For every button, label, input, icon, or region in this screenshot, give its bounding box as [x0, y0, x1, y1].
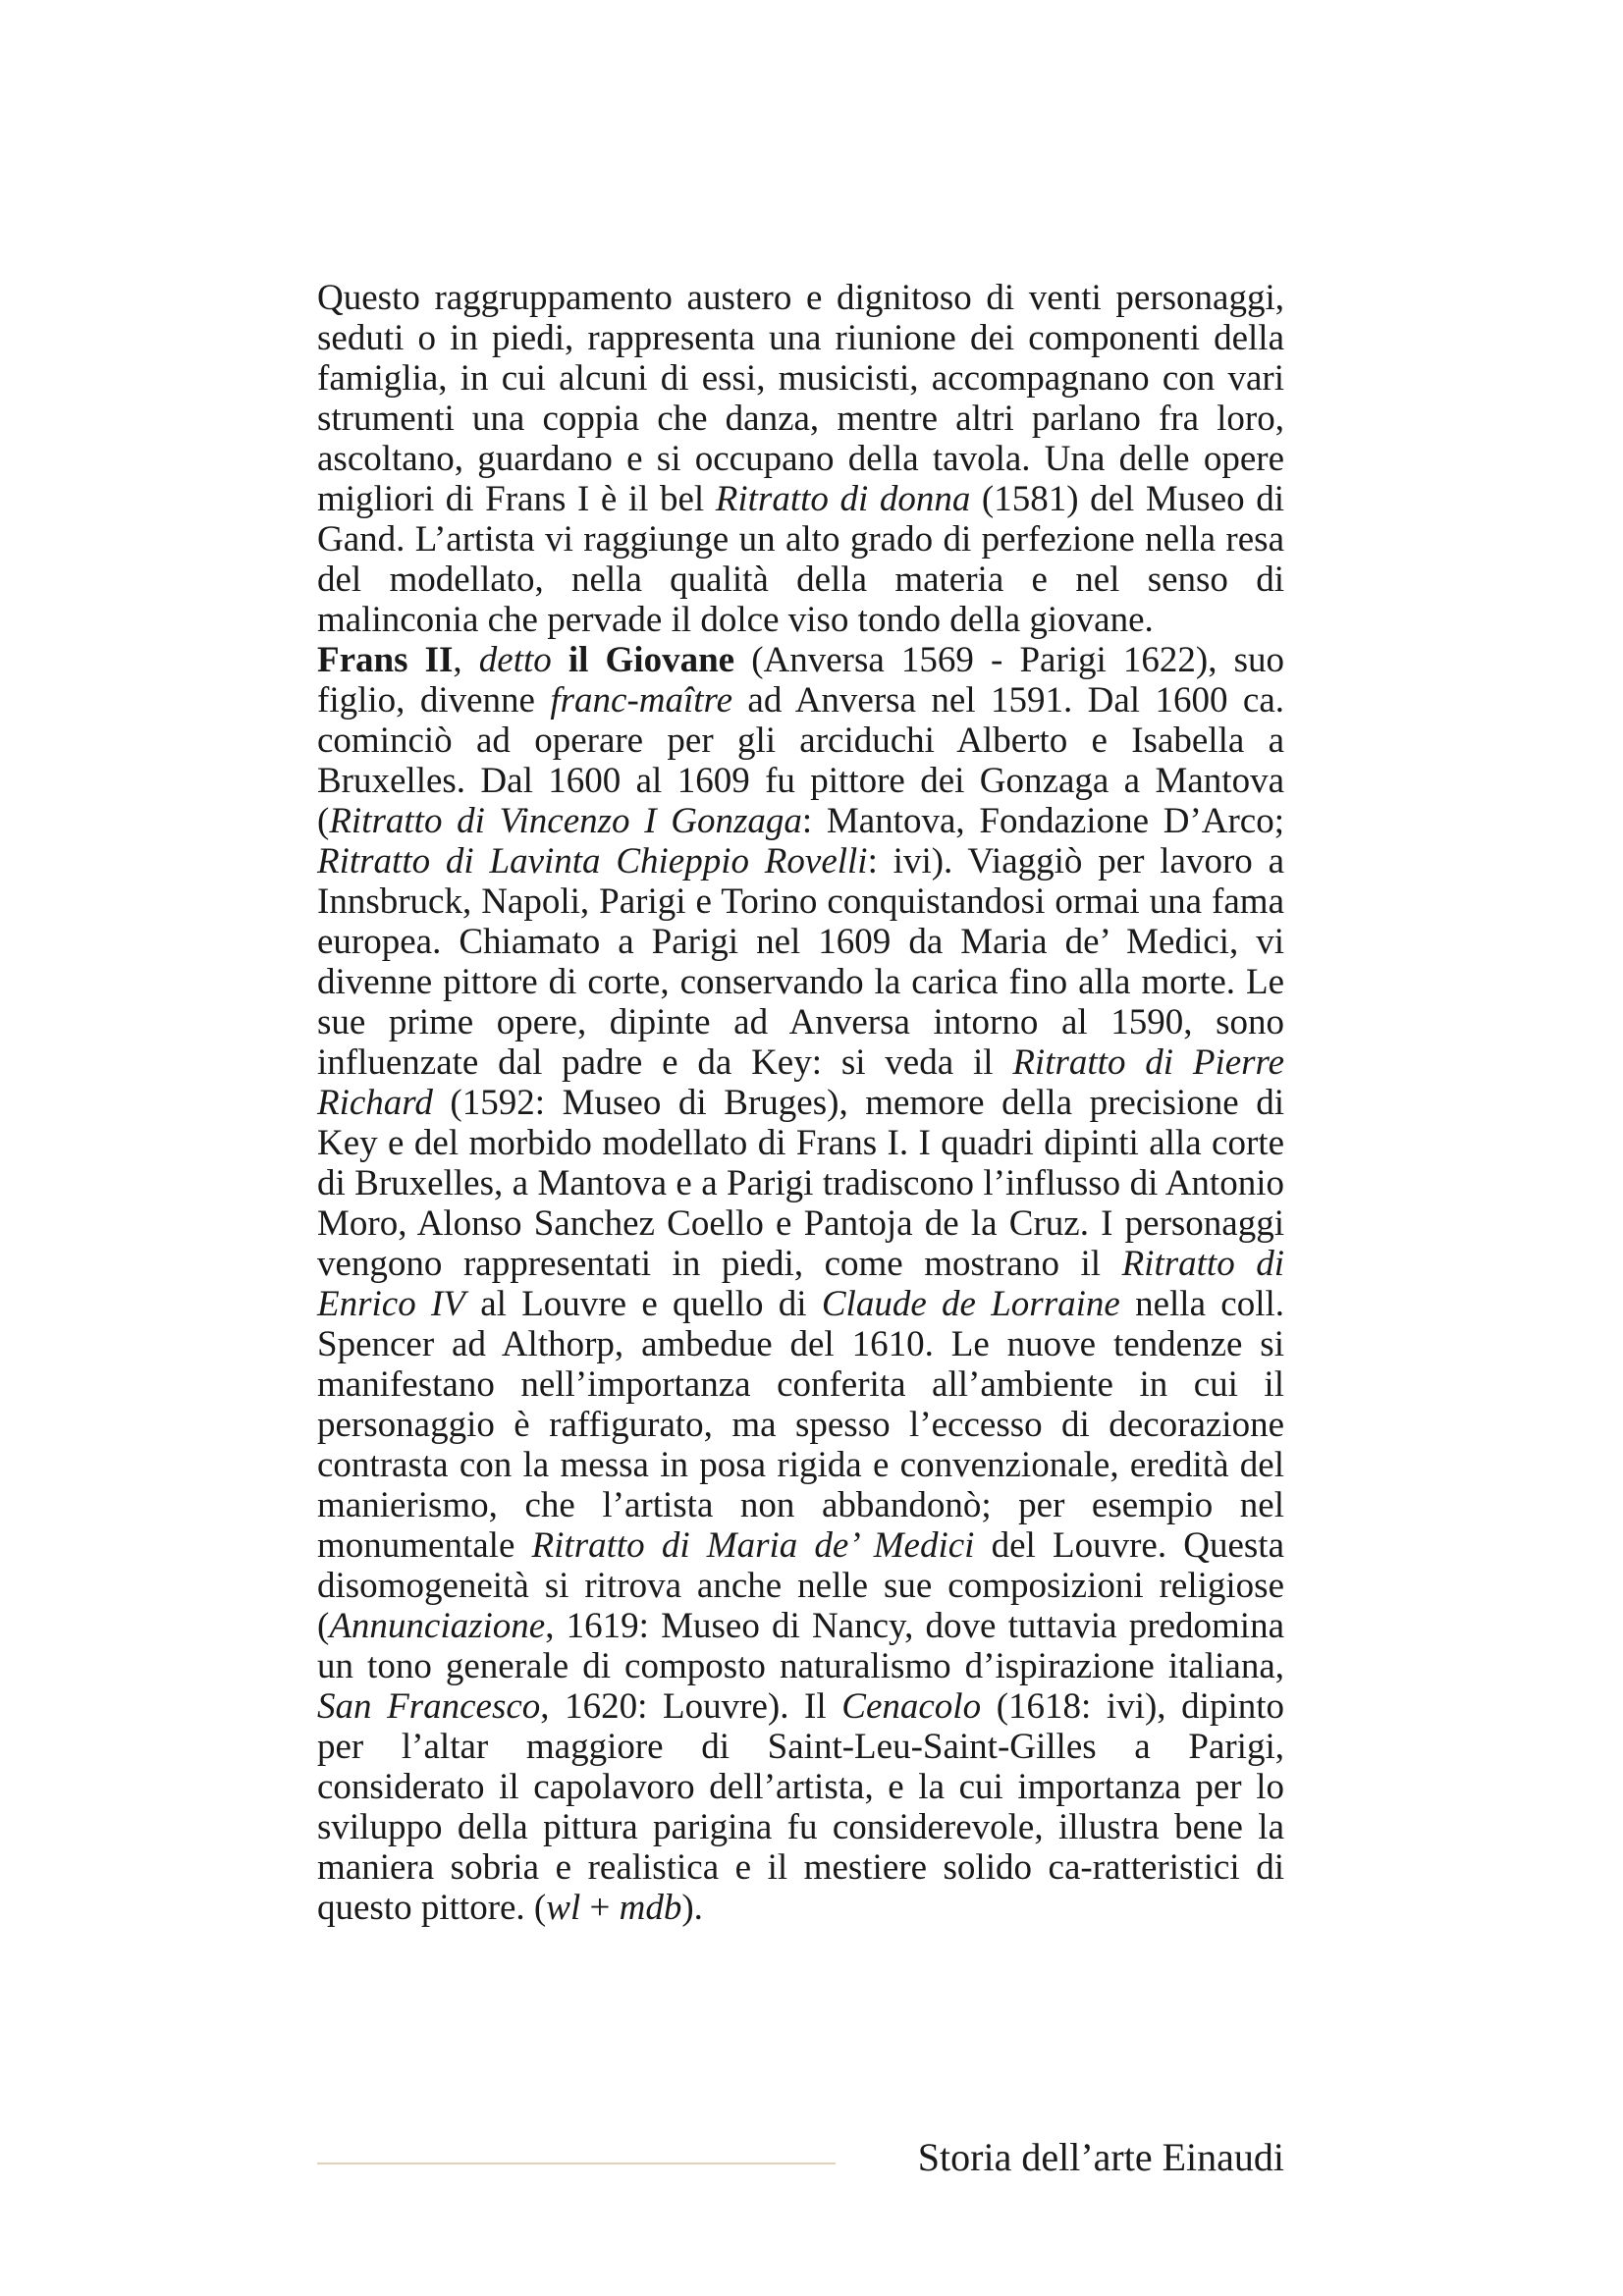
- footer-divider: [317, 2163, 836, 2164]
- artwork-title: Annunciazione: [329, 1606, 546, 1646]
- publication-title: Storia dell’arte Einaudi: [917, 2135, 1284, 2179]
- artwork-title: Ritratto di Lavinta Chieppio Rovelli: [317, 841, 868, 881]
- text-run: (1581) del Museo di Gand. L’artista vi raggiunge un alto grado di perfezione nella resa del modellato, nella qualità della materia e nel senso di malinconia che pervade il dolce viso tondo della giovane.: [317, 479, 1284, 640]
- paragraph-frans-ii: [317, 640, 1284, 1928]
- text-run: (1618: ivi), dipinto per l’altar maggiore di Saint-Leu-Saint-Gilles a Parigi, considerato il capolavoro dell’artista, e la cui importanza per lo sviluppo della pittura parigina fu considerevole, illustra bene la maniera sobria e realistica e il mestiere solido ca-ratteristici di questo pittore. (: [317, 1686, 1284, 1928]
- text-run: : ivi). Viaggiò per lavoro a Innsbruck, Napoli, Parigi e Torino conquistandosi ormai una fama europea. Chiamato a Parigi nel 1609 da Maria de’ Medici, vi divenne pittore di corte, conservando la carica fino alla morte. Le sue prime opere, dipinte ad Anversa intorno al 1590, sono influenzate dal padre e da Key: si veda il: [317, 841, 1284, 1083]
- body-text: [317, 278, 1284, 1928]
- artist-epithet: il Giovane: [568, 640, 735, 680]
- paragraph-frans-i: [317, 278, 1284, 640]
- text-run: (1592: Museo di Bruges), memore della precisione di Key e del morbido modellato di Frans I. I quadri dipinti alla corte di Bruxelles, a Mantova e a Parigi tradiscono l’influsso di Antonio Moro, Alonso Sanchez Coello e Pantoja de la Cruz. I personaggi vengono rappresentati in piedi, come mostrano il: [317, 1083, 1284, 1284]
- text-run: ,: [453, 640, 479, 680]
- author-initials: mdb: [619, 1888, 682, 1928]
- artwork-title: Ritratto di Vincenzo I Gonzaga: [329, 801, 802, 841]
- artwork-title: Ritratto di Maria de’ Medici: [531, 1525, 975, 1566]
- text-run: nella coll. Spencer ad Althorp, ambedue del 1610. Le nuove tendenze si manifestano nell’importanza conferita all’ambiente in cui il personaggio è raffigurato, ma spesso l’eccesso di decorazione contrasta con la messa in posa rigida e convenzionale, eredità del manierismo, che l’artista non abbandonò; per esempio nel monumentale: [317, 1284, 1285, 1566]
- author-initials: wl: [546, 1888, 581, 1928]
- artwork-title: Ritratto di Pierre Richard: [317, 1042, 1284, 1123]
- text-run: al Louvre e quello di: [464, 1284, 822, 1324]
- text-run: Questo raggruppamento austero e dignitoso di venti personaggi, seduti o in piedi, rappresenta una riunione dei componenti della famiglia, in cui alcuni di essi, musicisti, accompagnano con vari strumenti una coppia che danza, mentre altri parlano fra loro, ascoltano, guardano e si occupano della tavola. Una delle opere migliori di Frans I è il bel: [317, 278, 1284, 519]
- text-run: : Mantova, Fondazione D’Arco;: [801, 801, 1285, 841]
- text-run: (Anversa 1569 - Parigi 1622), suo figlio, divenne: [317, 640, 1285, 721]
- text-run: , 1619: Museo di Nancy, dove tuttavia predomina un tono generale di composto naturalismo d’ispirazione italiana,: [317, 1606, 1284, 1686]
- artist-name: Frans II: [317, 640, 454, 680]
- artwork-title: Claude de Lorraine: [821, 1284, 1120, 1324]
- text-run: del Louvre. Questa disomogeneità si ritrova anche nelle sue composizioni religiose (: [317, 1525, 1284, 1646]
- italic-run: franc-maître: [550, 680, 733, 721]
- text-run: ad Anversa nel 1591. Dal 1600 ca. cominciò ad operare per gli arciduchi Alberto e Isabella a Bruxelles. Dal 1600 al 1609 fu pittore dei Gonzaga a Mantova (: [317, 680, 1284, 841]
- page-footer: [317, 2130, 1284, 2189]
- text-run: [552, 640, 568, 680]
- artwork-title: Cenacolo: [841, 1686, 982, 1727]
- italic-run: detto: [478, 640, 552, 680]
- artwork-title: Ritratto di donna: [715, 479, 971, 519]
- artwork-title: Ritratto di Enrico IV: [317, 1244, 1285, 1324]
- text-run: , 1620: Louvre). Il: [540, 1686, 842, 1727]
- text-run: +: [580, 1888, 620, 1928]
- artwork-title: San Francesco: [317, 1686, 541, 1727]
- text-run: ).: [681, 1888, 703, 1928]
